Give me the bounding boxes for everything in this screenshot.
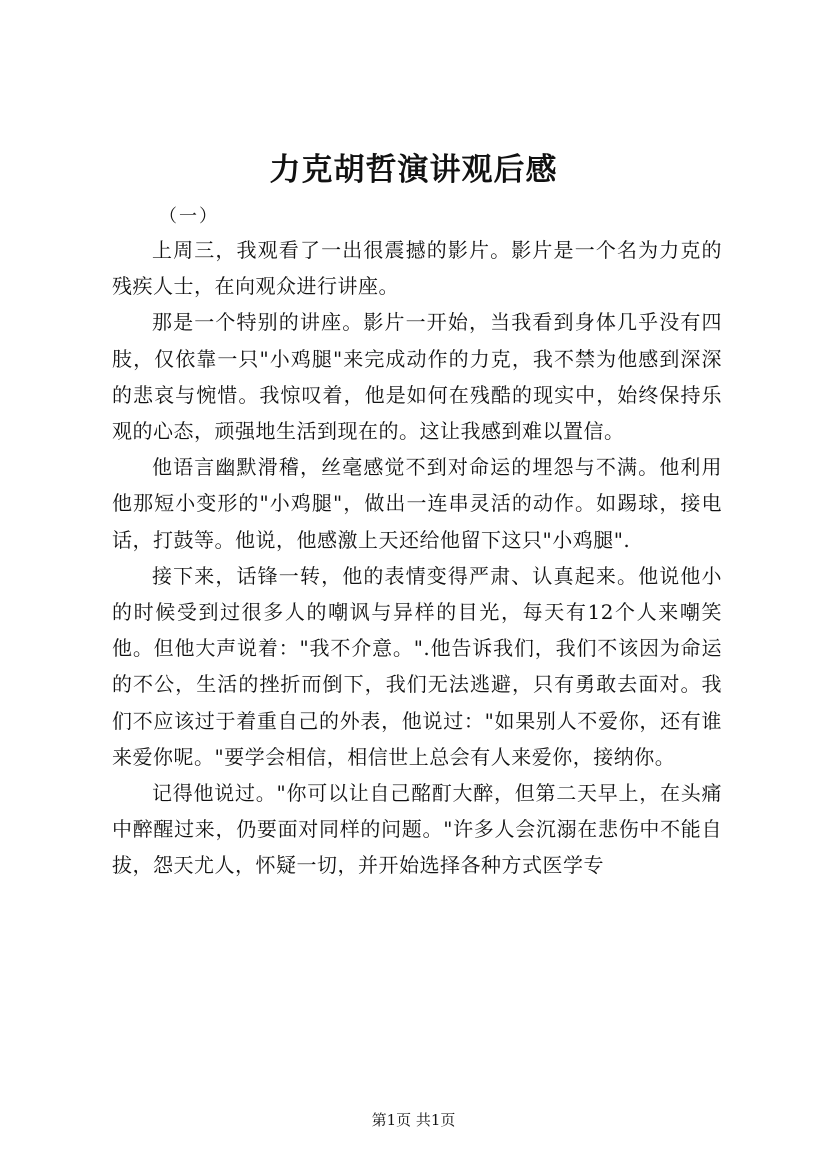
page-title: 力克胡哲演讲观后感 xyxy=(269,152,558,188)
paragraph: 接下来，话锋一转，他的表情变得严肃、认真起来。他说他小的时候受到过很多人的嘲讽与异样的目光，每天有12个人来嘲笑他。但他大声说着："我不介意。".他告诉我们，我们不该因为命运的不公，生活的挫折而倒下，我们无法逃避，只有勇敢去面对。我们不应该过于着重自己的外表，他说过："如果别人不爱你，还有谁来爱你呢。"要学会相信，相信世上总会有人来爱你，接纳你。 xyxy=(112,563,722,769)
body-text xyxy=(112,232,722,884)
section-marker: （一） xyxy=(159,206,219,227)
paragraph: 上周三，我观看了一出很震撼的影片。影片是一个名为力克的残疾人士，在向观众进行讲座。 xyxy=(112,238,722,299)
paragraph: 记得他说过。"你可以让自己酩酊大醉，但第二天早上，在头痛中醉醒过来，仍要面对同样的问题。"许多人会沉溺在悲伤中不能自拔，怨天尤人，怀疑一切，并开始选择各种方式医学专 xyxy=(112,781,722,878)
paragraph: 那是一个特别的讲座。影片一开始，当我看到身体几乎没有四肢，仅依靠一只"小鸡腿"来完成动作的力克，我不禁为他感到深深的悲哀与惋惜。我惊叹着，他是如何在残酷的现实中，始终保持乐观的心态，顽强地生活到现在的。这让我感到难以置信。 xyxy=(112,310,722,444)
page-footer: 第1页 共1页 xyxy=(371,1111,456,1129)
paragraph: 他语言幽默滑稽，丝毫感觉不到对命运的埋怨与不满。他利用他那短小变形的"小鸡腿"，做出一连串灵活的动作。如踢球，接电话，打鼓等。他说，他感激上天还给他留下这只"小鸡腿". xyxy=(112,455,722,552)
